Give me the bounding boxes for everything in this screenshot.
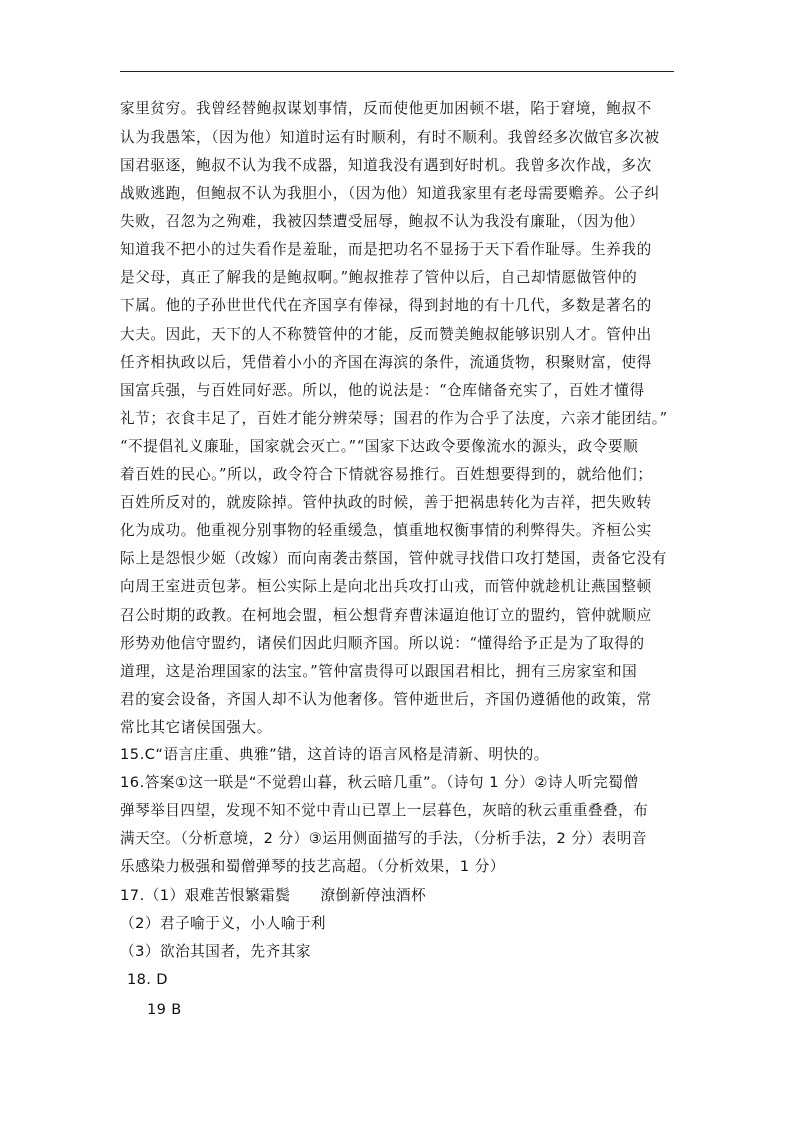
passage-line: 国君驱逐，鲍叔不认为我不成器，知道我没有遇到好时机。我曾多次作战，多次 (120, 157, 652, 174)
passage-line: 任齐相执政以后，凭借着小小的齐国在海滨的条件，流通货物，积聚财富，使得 (120, 354, 652, 371)
passage-line: 战败逃跑，但鲍叔不认为我胆小，（因为他）知道我家里有老母需要赡养。公子纠 (120, 185, 660, 202)
answer-19: 19 B (147, 1001, 182, 1018)
passage-line: 着百姓的民心。”所以，政令符合下情就容易推行。百姓想要得到的，就给他们； (120, 466, 653, 483)
passage-line: 百姓所反对的，就废除掉。管仲执政的时候，善于把祸患转化为吉祥，把失败转 (120, 494, 652, 511)
answer-16-line: 16.答案①这一联是“不觉碧山暮，秋云暗几重”。（诗句 1 分）②诗人听完蜀僧 (120, 774, 639, 791)
passage-line: 常比其它诸侯国强大。 (120, 719, 272, 736)
passage-line: 道理，这是治理国家的法宝。”管仲富贵得可以跟国君相比，拥有三房家室和国 (120, 663, 638, 680)
passage-line: 家里贫穷。我曾经替鲍叔谋划事情，反而使他更加困顿不堪，陷于窘境，鲍叔不 (120, 100, 652, 117)
header-rule (120, 71, 674, 72)
answer-17-1: 17.（1）艰难苦恨繁霜鬓 潦倒新停浊酒杯 (120, 887, 427, 904)
answer-16-line: 弹琴举目四望，发现不知不觉中青山已罩上一层暮色，灰暗的秋云重重叠叠，布 (120, 802, 649, 819)
passage-line: 君的宴会设备，齐国人却不认为他奢侈。管仲逝世后，齐国仍遵循他的政策，常 (120, 691, 652, 708)
passage-line: 向周王室进贡包茅。桓公实际上是向北出兵攻打山戎，而管仲就趁机让燕国整顿 (120, 578, 652, 595)
passage-line: 国富兵强，与百姓同好恶。所以，他的说法是：“仓库储备充实了，百姓才懂得 (120, 382, 645, 399)
passage-line: 大夫。因此，天下的人不称赞管仲的才能，反而赞美鲍叔能够识别人才。管仲出 (120, 326, 652, 343)
passage-line: 礼节；衣食丰足了，百姓才能分辨荣辱；国君的作为合乎了法度，六亲才能团结。” (120, 410, 668, 427)
passage-line: 下属。他的子孙世世代代在齐国享有俸禄，得到封地的有十几代，多数是著名的 (120, 297, 652, 314)
passage-line: 际上是怨恨少姬（改嫁）而向南袭击蔡国，管仲就寻找借口攻打楚国，责备它没有 (120, 550, 667, 567)
passage-line: 是父母，真正了解我的是鲍叔啊。”鲍叔推荐了管仲以后，自己却情愿做管仲的 (120, 269, 638, 286)
answer-18: 18. D (127, 971, 168, 988)
passage-line: 失败，召忽为之殉难，我被囚禁遭受屈辱，鲍叔不认为我没有廉耻，（因为他） (120, 213, 645, 230)
answer-15: 15.C“语言庄重、典雅”错，这首诗的语言风格是清新、明快的。 (120, 746, 549, 763)
passage-line: 认为我愚笨，（因为他）知道时运有时顺利，有时不顺利。我曾经多次做官多次被 (120, 129, 660, 146)
passage-line: 召公时期的政教。在柯地会盟，桓公想背弃曹沫逼迫他订立的盟约，管仲就顺应 (120, 607, 652, 624)
answer-16-line: 满天空。（分析意境，2 分）③运用侧面描写的手法，（分析手法，2 分）表明音 (120, 830, 647, 847)
passage-line: 化为成功。他重视分别事物的轻重缓急，慎重地权衡事情的利弊得失。齐桓公实 (120, 522, 652, 539)
passage-line: “不提倡礼义廉耻，国家就会灭亡。”“国家下达政令要像流水的源头，政令要顺 (120, 438, 639, 455)
answer-17-2: （2）君子喻于义，小人喻于利 (120, 915, 327, 932)
answer-17-3: （3）欲治其国者，先齐其家 (120, 943, 311, 960)
passage-line: 形势劝他信守盟约，诸侯们因此归顺齐国。所以说：“懂得给予正是为了取得的 (120, 635, 645, 652)
passage-line: 知道我不把小的过失看作是羞耻，而是把功名不显扬于天下看作耻辱。生养我的 (120, 241, 652, 258)
answer-16-line: 乐感染力极强和蜀僧弹琴的技艺高超。（分析效果，1 分） (120, 858, 505, 875)
